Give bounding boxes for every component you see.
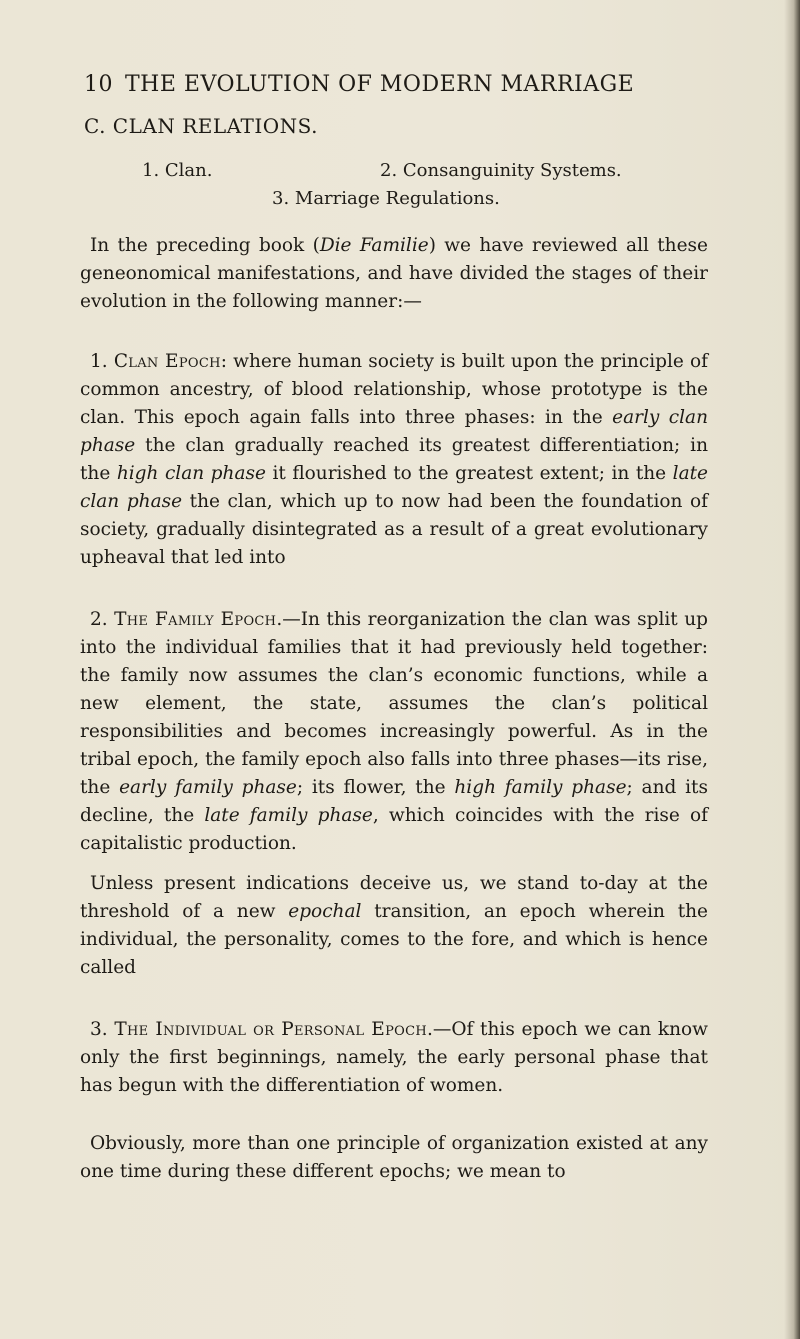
clan-epoch-title: Clan Epoch (113, 351, 221, 372)
paragraph-closing: Obviously, more than one principle of organization existed at any one time during these different epochs; we mean to (80, 1133, 708, 1182)
section-item-marriage: 3. Marriage Regulations. (272, 188, 500, 209)
section-item-consanguinity: 2. Consanguinity Systems. (380, 160, 622, 181)
paragraph-transition: Unless present indications deceive us, we stand to-day at the threshold of a new epochal transition, an epoch wherein the individual, the personality, comes to the fore, and which is hence called (80, 873, 708, 978)
page-number: 10 (84, 72, 113, 97)
running-title: THE EVOLUTION OF MODERN MARRIAGE (125, 72, 635, 97)
paragraph-intro: In the preceding book (Die Familie) we have reviewed all these geneonomical manifestations, and have divided the stages of their evolution in the following manner:— (80, 235, 708, 312)
paragraph-family-epoch: 2. The Family Epoch.—In this reorganization the clan was split up into the individual families that it had previously held together: the family now assumes the clan’s economic functions, while a new element, the state, assumes the clan’s political responsibilities and becomes increasingly powerful. As in the tribal epoch, the family epoch also falls into three phases—its rise, the early family phase; its flower, the high family phase; and its decline, the late family phase, which coincides with the rise of capitalistic production. (80, 609, 708, 854)
page-edge-shadow (784, 0, 800, 1339)
paragraph-clan-epoch: 1. Clan Epoch: where human society is built upon the principle of common ancestry, of blood relationship, whose prototype is the clan. This epoch again falls into three phases: in the early clan phase the clan gradually reached its greatest differentiation; in the high clan phase it flourished to the greatest extent; in the late clan phase the clan, which up to now had been the foundation of society, gradually disintegrated as a result of a great evolutionary upheaval that led into (80, 351, 709, 568)
family-epoch-title: The Family Epoch (114, 609, 277, 630)
paragraph-personal-epoch: 3. The Individual or Personal Epoch.—Of this epoch we can know only the first beginnings, namely, the early personal phase that has begun with the differentiation of women. (80, 1019, 708, 1096)
section-heading: C. CLAN RELATIONS. (84, 114, 318, 138)
personal-epoch-title: The Individual or Personal Epoch (114, 1019, 427, 1040)
section-item-clan: 1. Clan. (142, 160, 213, 181)
running-header (84, 72, 634, 97)
